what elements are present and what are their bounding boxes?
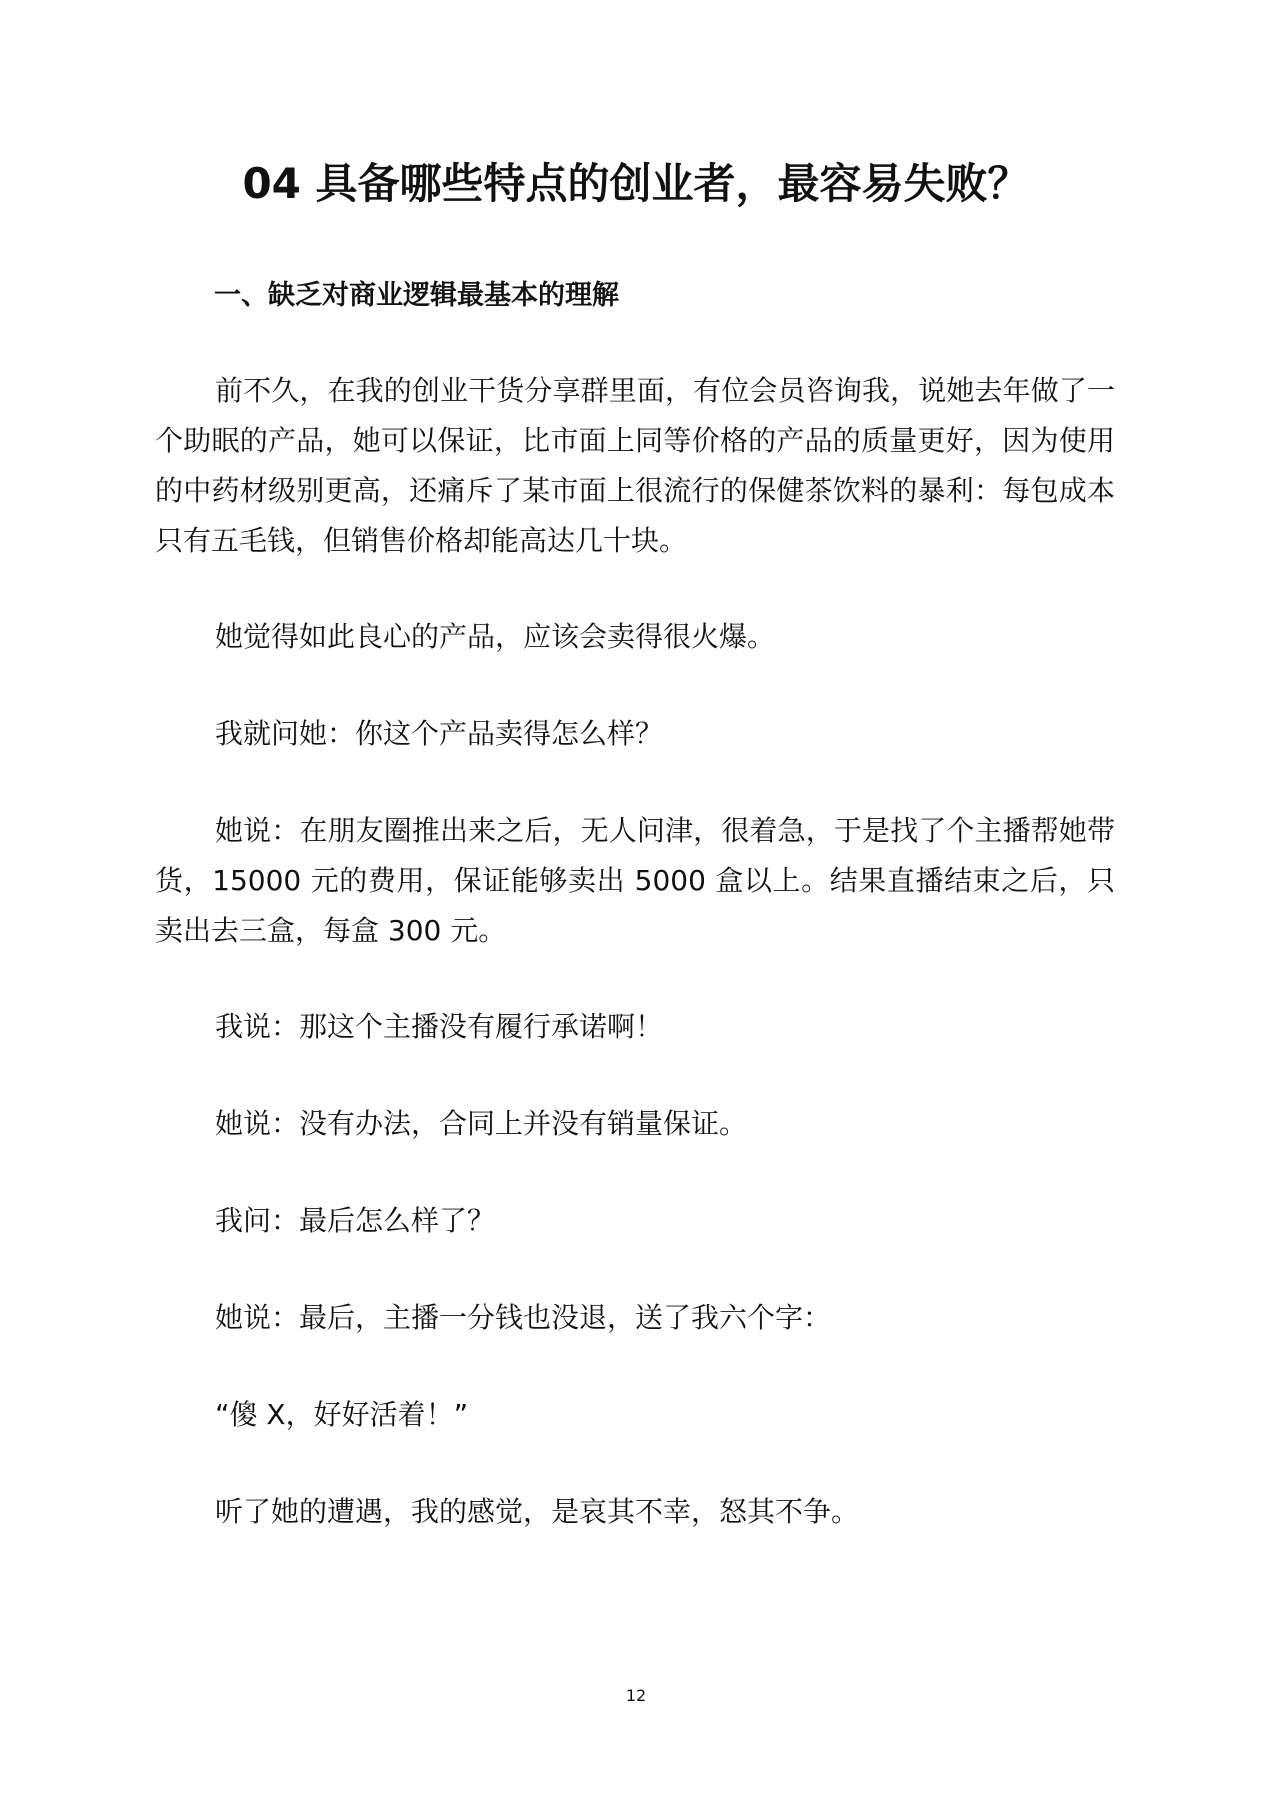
page-title: 04 具备哪些特点的创业者，最容易失败？ xyxy=(242,159,1030,208)
paragraph-what-happened: 我问：最后怎么样了？ xyxy=(215,1204,496,1237)
page-number: 12 xyxy=(625,1686,647,1705)
paragraph-expectation: 她觉得如此良心的产品，应该会卖得很火爆。 xyxy=(215,620,776,653)
paragraph-question-sales: 我就问她：你这个产品卖得怎么样？ xyxy=(215,717,664,750)
paragraph-broken-promise: 我说：那这个主播没有履行承诺啊！ xyxy=(215,1010,664,1043)
paragraph-member-story: 前不久，在我的创业干货分享群里面，有位会员咨询我，说她去年做了一个助眠的产品，她可以保证，比市面上同等价格的产品的质量更好，因为使用的中药材级别更高，还痛斥了某市面上很流行的保健茶饮料的暴利：每包成本只有五毛钱，但销售价格却能高达几十块。 xyxy=(155,374,1115,557)
paragraph-livestream-result: 她说：在朋友圈推出来之后，无人问津，很着急，于是找了个主播帮她带货，15000 元的费用，保证能够卖出 5000 盒以上。结果直播结束之后，只卖出去三盒，每盒 300 元。 xyxy=(155,814,1115,947)
paragraph-no-guarantee: 她说：没有办法，合同上并没有销量保证。 xyxy=(215,1107,748,1140)
paragraph-six-words: 她说：最后，主播一分钱也没退，送了我六个字： xyxy=(215,1301,832,1334)
section-heading: 一、缺乏对商业逻辑最基本的理解 xyxy=(214,280,619,311)
paragraph-reflection: 听了她的遭遇，我的感觉，是哀其不幸，怒其不争。 xyxy=(215,1495,860,1528)
paragraph-quote: “傻 X，好好活着！” xyxy=(215,1398,469,1431)
